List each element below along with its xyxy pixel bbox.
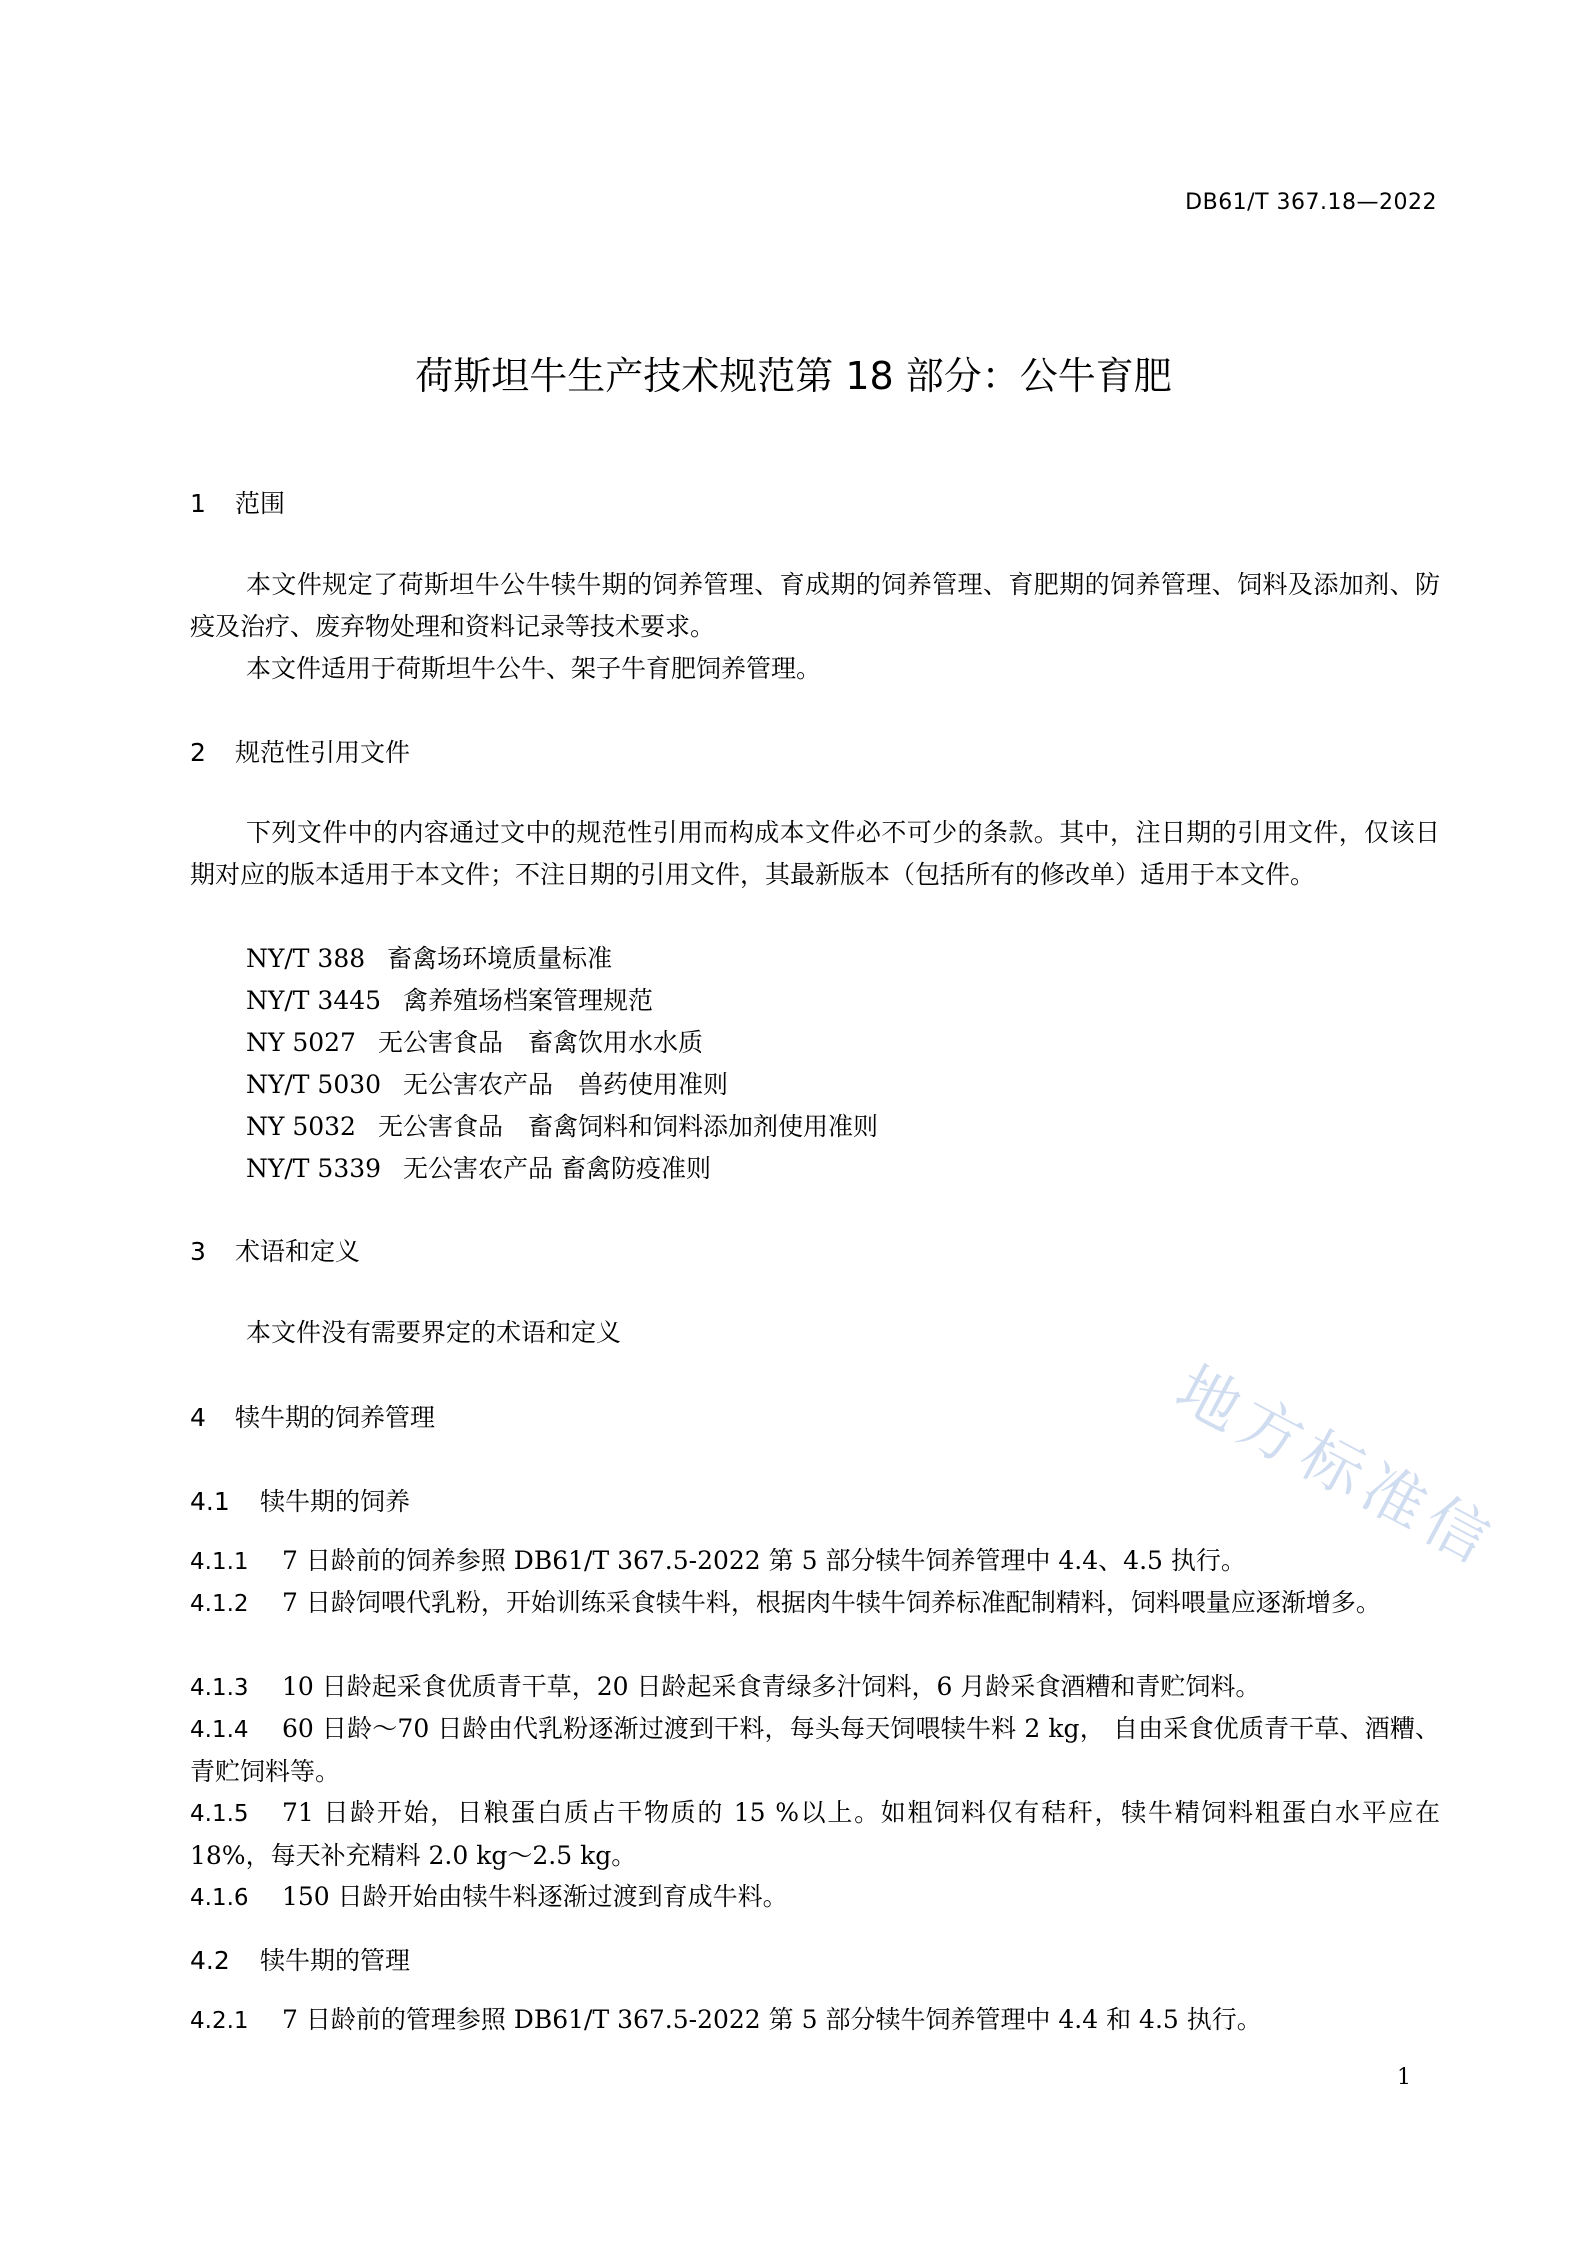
paragraph: 本文件没有需要界定的术语和定义 [246,1318,622,1347]
reference-item [246,939,612,975]
paragraph: 本文件适用于荷斯坦牛公牛、架子牛育肥饲养管理。 [246,654,822,683]
clause-number: 4.1.1 [190,1549,249,1575]
section-heading-1 [190,484,285,520]
reference-item [246,1065,728,1101]
reference-code: NY/T 388 [246,944,366,973]
clause-4-2-1 [190,1999,1440,2042]
reference-name: 无公害农产品 畜禽防疫准则 [403,1154,711,1183]
clause-number: 4.1.3 [190,1675,249,1701]
section-heading-4 [190,1398,435,1434]
section-title: 规范性引用文件 [235,738,411,767]
reference-name: 畜禽场环境质量标准 [387,944,613,973]
section-title: 术语和定义 [235,1237,361,1266]
reference-name: 无公害食品 畜禽饮用水水质 [377,1028,703,1057]
section-title: 范围 [235,489,286,518]
reference-item [246,1149,711,1185]
subsection-number: 4.2 [190,1946,230,1975]
clause-text: 71 日龄开始，日粮蛋白质占干物质的 15 %以上。如粗饲料仅有秸秆，犊牛精饲料粗蛋白水平应在 18%，每天补充精料 2.0 kg～2.5 kg。 [190,1798,1440,1870]
clause-4-1-5 [190,1792,1440,1877]
document-title: 荷斯坦牛生产技术规范第 18 部分：公牛育肥 [415,354,1172,398]
clause-4-1-3 [190,1666,1440,1709]
reference-name: 禽养殖场档案管理规范 [403,986,654,1015]
clause-number: 4.1.2 [190,1591,249,1617]
clause-number: 4.1.4 [190,1717,249,1743]
subsection-heading-4-2 [190,1941,410,1977]
reference-code: NY 5027 [246,1028,356,1057]
clause-text: 7 日龄前的管理参照 DB61/T 367.5-2022 第 5 部分犊牛饲养管理中 4.4 和 4.5 执行。 [282,2005,1262,2034]
section-number: 2 [190,738,206,767]
paragraph: 本文件规定了荷斯坦牛公牛犊牛期的饲养管理、育成期的饲养管理、育肥期的饲养管理、饲料及添加剂、防疫及治疗、废弃物处理和资料记录等技术要求。 [190,570,1440,641]
clause-text: 7 日龄饲喂代乳粉，开始训练采食犊牛料，根据肉牛犊牛饲养标准配制精料，饲料喂量应逐渐增多。 [282,1588,1381,1617]
reference-code: NY/T 3445 [246,986,382,1015]
clause-4-1-6 [190,1876,1440,1919]
subsection-heading-4-1 [190,1482,410,1518]
clause-4-1-1 [190,1540,1440,1583]
reference-item [246,1107,878,1143]
reference-name: 无公害农产品 兽药使用准则 [403,1070,729,1099]
clause-number: 4.2.1 [190,2008,249,2034]
subsection-title: 犊牛期的饲养 [260,1487,411,1516]
section-number: 4 [190,1403,206,1432]
paragraph: 下列文件中的内容通过文中的规范性引用而构成本文件必不可少的条款。其中，注日期的引用文件，仅该日期对应的版本适用于本文件；不注日期的引用文件，其最新版本（包括所有的修改单）适用于本文件。 [190,818,1440,889]
section-number: 3 [190,1237,206,1266]
clause-number: 4.1.5 [190,1801,249,1827]
section-title: 犊牛期的饲养管理 [235,1403,436,1432]
reference-name: 无公害食品 畜禽饲料和饲料添加剂使用准则 [377,1112,878,1141]
reference-code: NY 5032 [246,1112,356,1141]
reference-item [246,1023,703,1059]
clause-text: 150 日龄开始由犊牛料逐渐过渡到育成牛料。 [282,1882,788,1911]
subsection-number: 4.1 [190,1487,230,1516]
section-number: 1 [190,489,206,518]
clause-4-1-4 [190,1708,1440,1793]
reference-item [246,981,653,1017]
section-heading-3 [190,1232,360,1268]
section-heading-2 [190,733,410,769]
standard-code: DB61/T 367.18—2022 [1185,190,1437,215]
watermark: 地方标准信 [1164,1351,1508,1581]
clause-number: 4.1.6 [190,1885,249,1911]
clause-4-1-2 [190,1582,1440,1625]
clause-text: 60 日龄～70 日龄由代乳粉逐渐过渡到干料，每头每天饲喂犊牛料 2 kg， 自由采食优质青干草、酒糟、青贮饲料等。 [190,1714,1440,1786]
clause-text: 10 日龄起采食优质青干草，20 日龄起采食青绿多汁饲料，6 月龄采食酒糟和青贮饲料。 [282,1672,1261,1701]
page-number: 1 [1397,2065,1411,2090]
reference-code: NY/T 5339 [246,1154,382,1183]
subsection-title: 犊牛期的管理 [260,1946,411,1975]
clause-text: 7 日龄前的饲养参照 DB61/T 367.5-2022 第 5 部分犊牛饲养管理中 4.4、4.5 执行。 [282,1546,1246,1575]
reference-code: NY/T 5030 [246,1070,382,1099]
